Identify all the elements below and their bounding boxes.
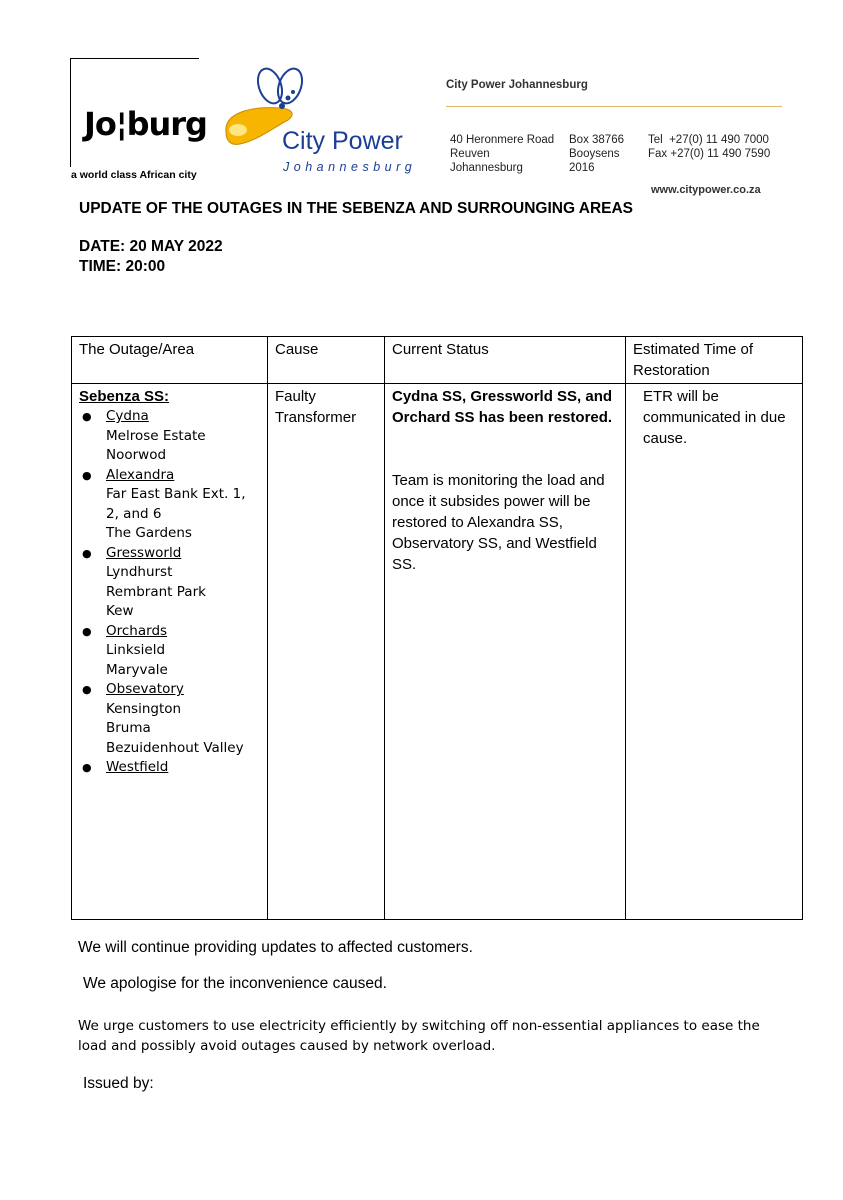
list-item: ● Gressworld <box>79 544 260 564</box>
suburb-item: Rembrant Park <box>106 583 206 600</box>
list-item: ● Westfield <box>79 758 260 778</box>
status-monitoring: Team is monitoring the load and once it subsides power will be restored to Alexandra SS, Observatory SS, and Westfield SS. <box>392 472 605 573</box>
bullet-icon: ● <box>82 624 92 638</box>
header-cause: Cause <box>268 337 385 384</box>
bullet-icon: ● <box>82 683 92 696</box>
suburb-item: Kew <box>106 603 134 619</box>
efficiency-note: We urge customers to use electricity efficiently by switching off non-essential appliances to ease the load and possibly avoid outages caused by network overload. <box>78 1018 760 1054</box>
address-street: 40 Heronmere Road Reuven Johannesburg <box>450 134 555 174</box>
bullet-icon: ● <box>82 468 92 482</box>
status-restored: Cydna SS, Gressworld SS, and Orchard SS has been restored. <box>392 388 613 426</box>
header-current-status: Current Status <box>385 337 626 384</box>
suburb-item: Bruma <box>106 720 151 736</box>
suburb-item: Linksield <box>106 642 166 658</box>
suburb-item: The Gardens <box>106 525 192 541</box>
status-spacer <box>392 428 618 470</box>
header-etr: Estimated Time of Restoration <box>626 337 803 384</box>
list-item: ● Obsevatory <box>79 680 260 700</box>
city-power-name: City Power <box>282 127 403 155</box>
issued-by: Issued by: <box>83 1075 154 1092</box>
header-rule <box>446 106 782 107</box>
suburb-item: Bezuidenhout Valley <box>106 739 244 756</box>
joburg-tagline: a world class African city <box>71 169 197 181</box>
suburb-item: Kensington <box>106 700 182 717</box>
bullet-icon: ● <box>82 410 92 423</box>
suburb-item: Melrose Estate <box>106 427 206 444</box>
date-time <box>79 237 223 277</box>
list-item: ● Alexandra <box>79 466 260 486</box>
company-name: City Power Johannesburg <box>446 79 588 91</box>
suburb-item: Noorwod <box>106 447 167 463</box>
website-link[interactable]: www.citypower.co.za <box>651 184 761 196</box>
cause-cell: Faulty Transformer <box>268 384 385 920</box>
suburb-item: Lyndhurst <box>106 564 173 580</box>
document-title: UPDATE OF THE OUTAGES IN THE SEBENZA AND SURROUNGING AREAS <box>79 200 634 217</box>
city-power-city: Johannesburg <box>283 160 417 174</box>
etr-text: ETR will be communicated in due cause. <box>643 388 786 447</box>
address-box: Box 38766 Booysens 2016 <box>569 134 624 174</box>
apology-note: We apologise for the inconvenience caused. <box>83 975 387 992</box>
bullet-icon: ● <box>82 761 92 774</box>
address-phone: Tel +27(0) 11 490 7000 Fax +27(0) 11 490 7590 <box>648 134 771 160</box>
time-line: TIME: 20:00 <box>79 258 166 275</box>
header-outage-area: The Outage/Area <box>72 337 268 384</box>
area-list <box>79 407 260 778</box>
updates-note: We will continue providing updates to affected customers. <box>78 939 473 956</box>
area-heading: Sebenza SS: <box>79 388 170 405</box>
outage-area-cell <box>72 384 268 920</box>
status-cell <box>385 384 626 920</box>
etr-cell <box>626 384 803 920</box>
table-header-row <box>72 337 803 384</box>
suburb-item: Far East Bank Ext. 1, 2, and 6 <box>106 486 246 522</box>
list-item: ● Orchards <box>79 622 260 642</box>
table-row <box>72 384 803 920</box>
bullet-icon: ● <box>82 546 92 560</box>
suburb-item: Maryvale <box>106 661 168 678</box>
list-item: ● Cydna <box>79 407 260 427</box>
outage-table <box>71 336 803 920</box>
joburg-logo: Jo¦burg <box>84 105 207 143</box>
date-line: DATE: 20 MAY 2022 <box>79 238 223 255</box>
